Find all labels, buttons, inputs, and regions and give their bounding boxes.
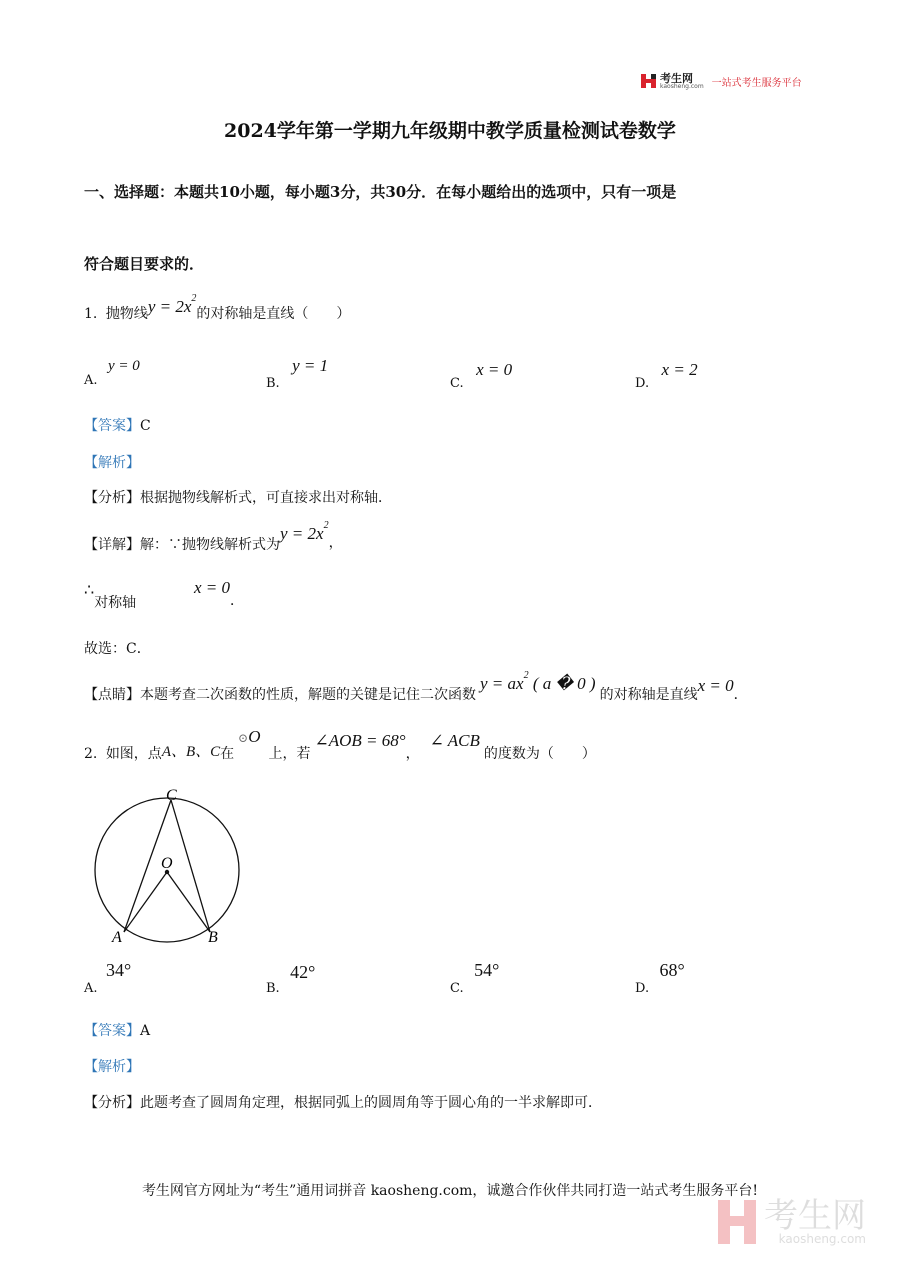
section-line-1: 一、选择题：本题共10小题，每小题3分，共30分．在每小题给出的选项中，只有一项是 (84, 183, 677, 201)
q1-dianjing: 【点睛】本题考查二次函数的性质，解题的关键是记住二次函数$y = ax^2$ ( a � 0 )的对称轴是直线x = 0． (84, 670, 748, 703)
header-slogan: 一站式考生服务平台 (711, 77, 802, 89)
q1-fenxi: 【分析】根据抛物线解析式，可直接求出对称轴． (84, 490, 392, 506)
watermark-sub: kaosheng.com (778, 1232, 866, 1246)
q2-analysis-tag: 【解析】 (84, 1059, 140, 1075)
q1-axis-eq: x = 0． (194, 578, 245, 609)
q1-choice: 故选：C． (84, 641, 151, 657)
logo-sub: kaosheng.com (660, 82, 704, 90)
q1-xiangjie: 【详解】解：∵抛物线解析式为$y = 2x^2$， (84, 520, 343, 553)
q1-analysis-tag: 【解析】 (84, 455, 140, 471)
footer-text: 考生网官方网址为“考生”通用词拼音 kaosheng.com，诚邀合作伙伴共同打造一站式考生服务平台! (141, 1183, 759, 1199)
q1-therefore: ∴对称轴 (84, 580, 137, 611)
q1-equation: $y = 2x^2$ (147, 293, 197, 316)
q1-answer: 【答案】C (84, 418, 151, 434)
q1-number: 1. (84, 306, 98, 322)
q1-option-d: D. x = 2 (635, 360, 698, 391)
label-b: B (208, 929, 218, 946)
chord-cb (171, 800, 210, 932)
answer-tag: 【答案】 (84, 418, 140, 434)
q1-stem-before: 抛物线 (105, 306, 148, 322)
header-logo (640, 72, 802, 94)
label-o: O (161, 855, 173, 872)
q2-option-a: A. 34° (84, 960, 132, 996)
q2-answer: 【答案】A (84, 1023, 151, 1039)
q1-stem-after: 的对称轴是直线（ ） (196, 306, 351, 322)
logo-text: 考生网 (660, 71, 693, 85)
q2-option-d: D. 68° (635, 960, 685, 996)
q1-option-b: B. y = 1 (266, 356, 329, 391)
label-c: C (166, 787, 177, 804)
q1-option-a: A. y = 0 (84, 358, 140, 388)
radius-ob (167, 872, 210, 932)
q1-option-c: C. x = 0 (450, 360, 513, 391)
page-title: 2024学年第一学期九年级期中教学质量检测试卷数学 (224, 120, 676, 142)
q2-fenxi: 【分析】此题考查了圆周角定理，根据同弧上的圆周角等于圆心角的一半求解即可． (84, 1095, 602, 1111)
q2-option-c: C. 54° (450, 960, 500, 996)
watermark-logo-icon (716, 1196, 760, 1248)
radius-oa (124, 872, 167, 932)
q2-circle-figure (92, 782, 252, 952)
watermark-text: 考生网 (764, 1196, 866, 1236)
footer-watermark (716, 1196, 866, 1252)
section-line-2: 符合题目要求的． (84, 255, 205, 273)
q1-stem (84, 293, 351, 323)
kaosheng-logo-icon (640, 72, 658, 90)
q2-option-b: B. 42° (266, 962, 316, 996)
label-a: A (112, 929, 122, 946)
q2-stem: 2. 如图，点A、B、C在⊙O上，若∠AOB = 68°，∠ ACB的度数为（ ） (84, 727, 596, 762)
